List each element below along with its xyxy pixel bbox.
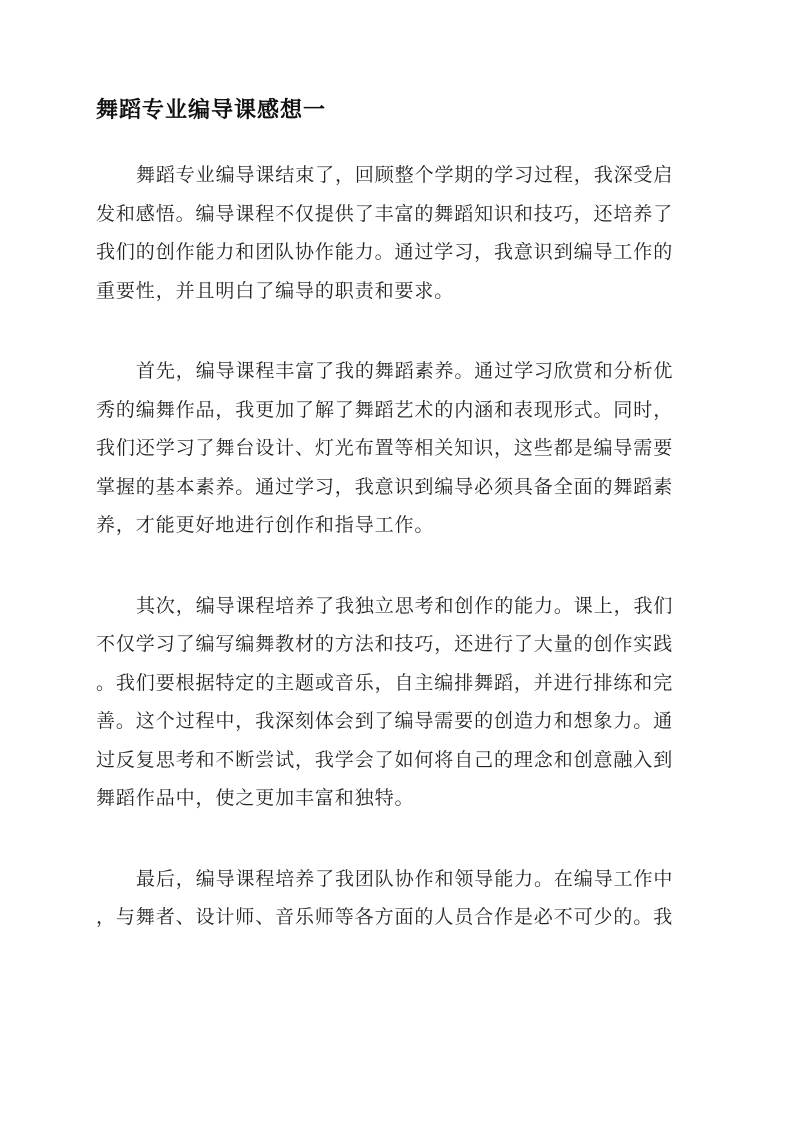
text-line: 我们的创作能力和团队协作能力。通过学习，我意识到编导工作的 [96, 241, 674, 263]
text-line: 最后，编导课程培养了我团队协作和领导能力。在编导工作中 [136, 867, 674, 890]
document-title: 舞蹈专业编导课感想一 [96, 97, 327, 123]
paragraph-2 [96, 352, 716, 545]
paragraph-1 [96, 156, 716, 310]
text-line: 重要性，并且明白了编导的职责和要求。 [96, 279, 455, 302]
text-line: 善。这个过程中，我深刻体会到了编导需要的创造力和想象力。通 [96, 710, 674, 732]
text-line: 过反复思考和不断尝试，我学会了如何将自己的理念和创意融入到 [96, 748, 674, 771]
text-line: 秀的编舞作品，我更加了解了舞蹈艺术的内涵和表现形式。同时， [96, 398, 674, 421]
text-line: 首先，编导课程丰富了我的舞蹈素养。通过学习欣赏和分析优 [136, 360, 674, 382]
text-line: 。我们要根据特定的主题或音乐，自主编排舞蹈，并进行排练和完 [96, 671, 674, 694]
text-line: 其次，编导课程培养了我独立思考和创作的能力。课上，我们 [136, 594, 674, 617]
paragraph-3 [96, 587, 716, 818]
text-line: ，与舞者、设计师、音乐师等各方面的人员合作是必不可少的。我 [96, 906, 674, 928]
document-body [96, 156, 716, 979]
text-line: 舞蹈作品中，使之更加丰富和独特。 [96, 787, 415, 809]
paragraph-4 [96, 860, 716, 937]
text-line: 养，才能更好地进行创作和指导工作。 [96, 514, 435, 536]
text-line: 发和感悟。编导课程不仅提供了丰富的舞蹈知识和技巧，还培养了 [96, 202, 674, 225]
text-line: 我们还学习了舞台设计、灯光布置等相关知识，这些都是编导需要 [96, 437, 674, 459]
text-line: 舞蹈专业编导课结束了，回顾整个学期的学习过程，我深受启 [136, 164, 674, 186]
text-line: 掌握的基本素养。通过学习，我意识到编导必须具备全面的舞蹈素 [96, 475, 674, 498]
text-line: 不仅学习了编写编舞教材的方法和技巧，还进行了大量的创作实践 [96, 633, 674, 655]
